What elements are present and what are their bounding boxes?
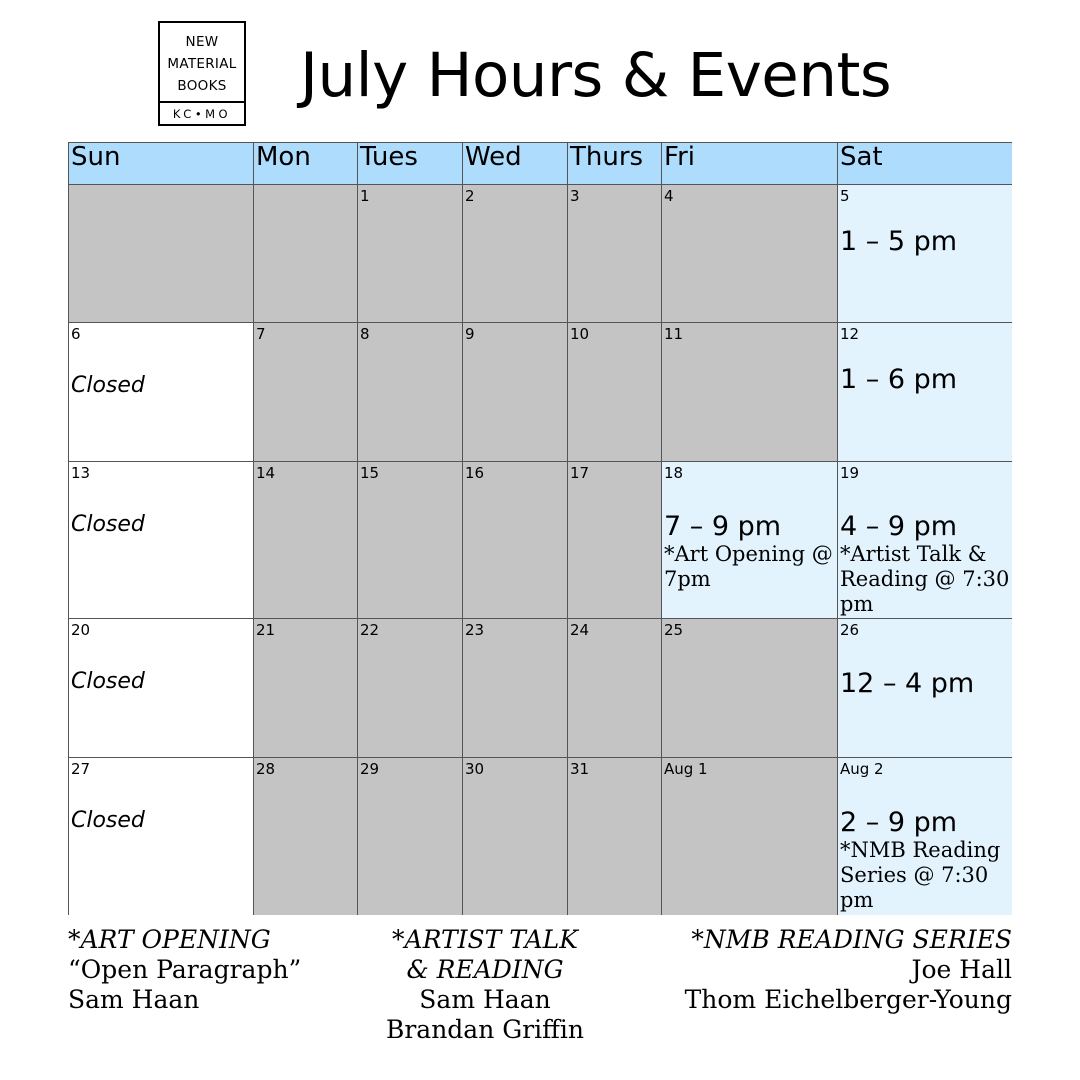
- day-number: 2: [465, 187, 475, 205]
- footer-heading: *NMB READING SERIES: [691, 925, 1012, 954]
- store-logo: [158, 21, 246, 126]
- day-number: 3: [570, 187, 580, 205]
- day-number: 28: [256, 760, 276, 778]
- calendar-day-cell: [357, 618, 462, 757]
- day-number: 24: [570, 621, 590, 639]
- calendar-day-cell: [253, 618, 357, 757]
- calendar-day-cell: [837, 322, 1012, 461]
- event-note: *NMB Reading Series @ 7:30 pm: [840, 838, 1001, 912]
- calendar-day-cell: [661, 757, 837, 915]
- day-number: 21: [256, 621, 276, 639]
- footer-line: Joe Hall: [911, 955, 1012, 984]
- calendar-day-cell: [462, 618, 567, 757]
- footer-heading: *ART OPENING: [68, 925, 271, 954]
- footer-artist-talk: [380, 925, 590, 1045]
- day-number: 26: [840, 621, 860, 639]
- event-note: *Art Opening @ 7pm: [664, 542, 833, 591]
- day-number: 4: [664, 187, 674, 205]
- calendar-day-cell: [253, 322, 357, 461]
- day-number: 27: [71, 760, 91, 778]
- open-hours: 1 – 5 pm: [840, 226, 958, 257]
- footer-heading: *ARTIST TALK: [392, 925, 578, 954]
- header-tues: Tues: [357, 142, 462, 184]
- logo-line: MATERIAL: [167, 56, 237, 72]
- calendar-day-cell: [462, 184, 567, 322]
- open-hours: 12 – 4 pm: [840, 668, 975, 699]
- day-number: 6: [71, 325, 81, 343]
- closed-label: Closed: [71, 669, 145, 694]
- day-number: 30: [465, 760, 485, 778]
- calendar-day-cell: [68, 322, 253, 461]
- day-number: 15: [360, 464, 380, 482]
- logo-divider: [160, 101, 244, 103]
- calendar-day-cell: [68, 757, 253, 915]
- open-hours: 2 – 9 pm: [840, 807, 958, 838]
- footer-line: Sam Haan: [419, 985, 551, 1014]
- day-number: 19: [840, 464, 860, 482]
- calendar-day-cell: [837, 184, 1012, 322]
- calendar-day-cell: [837, 757, 1012, 915]
- calendar-day-cell: [567, 184, 661, 322]
- calendar-day-cell: [661, 618, 837, 757]
- day-number: 8: [360, 325, 370, 343]
- footer-reading-series: [685, 925, 1012, 1015]
- calendar-day-cell: [462, 461, 567, 618]
- calendar-day-cell: [661, 184, 837, 322]
- calendar-day-cell: [462, 322, 567, 461]
- day-number: 31: [570, 760, 590, 778]
- event-note: *Artist Talk & Reading @ 7:30 pm: [840, 542, 1010, 616]
- calendar-day-cell: [68, 184, 253, 322]
- calendar-day-cell: [567, 757, 661, 915]
- day-number: Aug 2: [840, 760, 884, 778]
- calendar-day-cell: [253, 757, 357, 915]
- header-sun: Sun: [68, 142, 253, 184]
- day-number: Aug 1: [664, 760, 708, 778]
- calendar-day-cell: [567, 618, 661, 757]
- calendar-day-cell: [661, 461, 837, 618]
- header-mon: Mon: [253, 142, 357, 184]
- day-number: 17: [570, 464, 590, 482]
- calendar-day-cell: [357, 757, 462, 915]
- calendar-grid: [68, 142, 1012, 915]
- day-number: 20: [71, 621, 91, 639]
- logo-wordmark: [160, 31, 244, 97]
- calendar-day-cell: [357, 184, 462, 322]
- header-fri: Fri: [661, 142, 837, 184]
- footer-line: Brandan Griffin: [385, 1015, 585, 1044]
- day-number: 13: [71, 464, 91, 482]
- header-thurs: Thurs: [567, 142, 661, 184]
- open-hours: 7 – 9 pm: [664, 511, 782, 542]
- day-number: 5: [840, 187, 850, 205]
- day-number: 7: [256, 325, 266, 343]
- open-hours: 1 – 6 pm: [840, 364, 958, 395]
- calendar-day-cell: [661, 322, 837, 461]
- day-number: 23: [465, 621, 485, 639]
- calendar-day-cell: [567, 322, 661, 461]
- calendar-day-cell: [837, 618, 1012, 757]
- day-number: 10: [570, 325, 590, 343]
- logo-city: KC•MO: [172, 107, 232, 121]
- logo-line: BOOKS: [177, 78, 227, 94]
- day-number: 11: [664, 325, 684, 343]
- page-title: July Hours & Events: [300, 40, 892, 111]
- calendar-day-cell: [357, 322, 462, 461]
- day-number: 9: [465, 325, 475, 343]
- day-number: 18: [664, 464, 684, 482]
- closed-label: Closed: [71, 373, 145, 398]
- footer-line: Sam Haan: [68, 985, 200, 1014]
- closed-label: Closed: [71, 808, 145, 833]
- day-number: 25: [664, 621, 684, 639]
- day-number: 29: [360, 760, 380, 778]
- closed-label: Closed: [71, 512, 145, 537]
- calendar-day-cell: [253, 184, 357, 322]
- logo-line: NEW: [185, 34, 219, 50]
- day-number: 12: [840, 325, 860, 343]
- day-number: 22: [360, 621, 380, 639]
- day-number: 16: [465, 464, 485, 482]
- calendar-day-cell: [462, 757, 567, 915]
- day-number: 1: [360, 187, 370, 205]
- calendar-day-cell: [357, 461, 462, 618]
- footer-heading: & READING: [406, 955, 564, 984]
- header-sat: Sat: [837, 142, 1012, 184]
- calendar-day-cell: [567, 461, 661, 618]
- header-wed: Wed: [462, 142, 567, 184]
- day-number: 14: [256, 464, 276, 482]
- calendar-day-cell: [837, 461, 1012, 618]
- footer-art-opening: [68, 925, 301, 1015]
- calendar-day-cell: [68, 461, 253, 618]
- footer-line: “Open Paragraph”: [68, 955, 302, 984]
- calendar-day-cell: [68, 618, 253, 757]
- open-hours: 4 – 9 pm: [840, 511, 958, 542]
- footer-line: Thom Eichelberger-Young: [684, 985, 1012, 1014]
- calendar-day-cell: [253, 461, 357, 618]
